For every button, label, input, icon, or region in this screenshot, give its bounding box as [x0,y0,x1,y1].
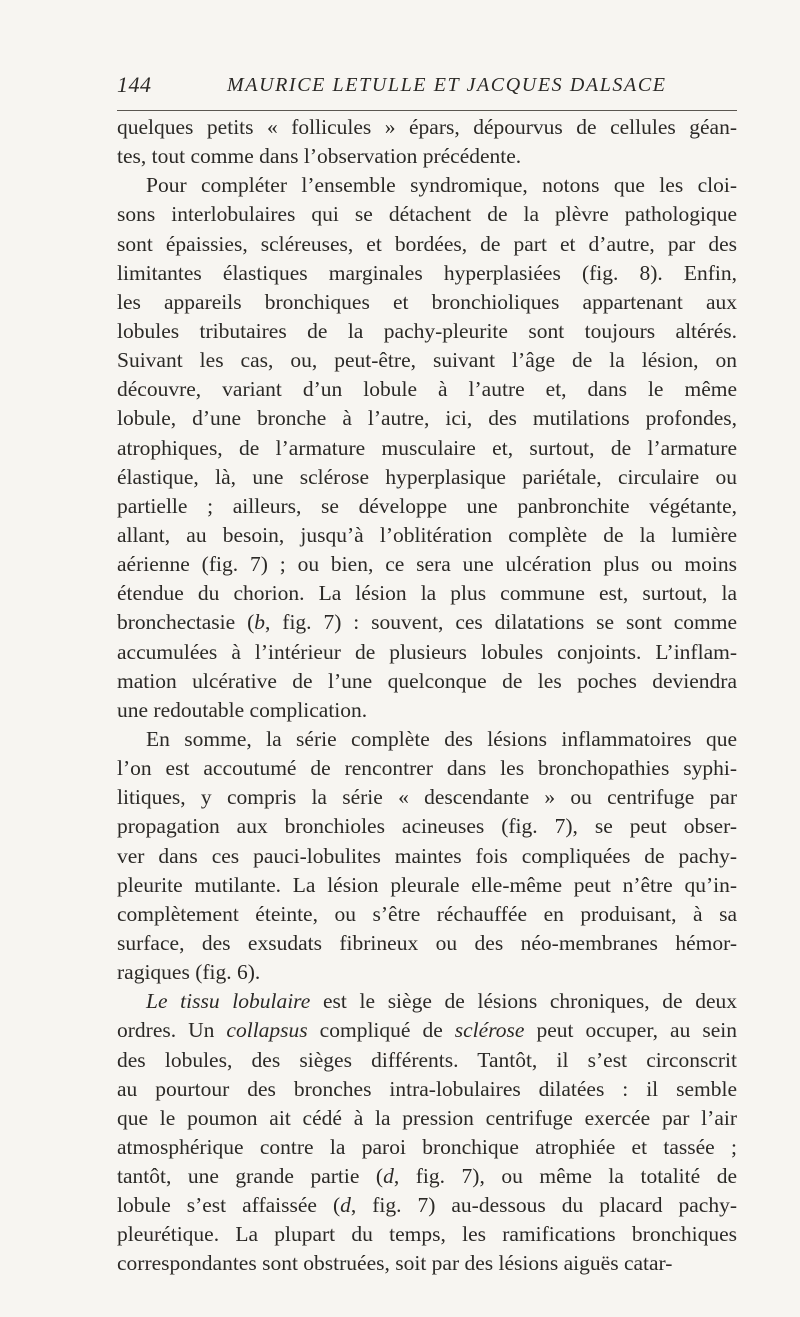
text-line [117,1133,737,1162]
text-segment: lobule s’est affaissée ( [117,1193,341,1218]
italic-text-segment: b [254,610,266,635]
text-line [117,1162,737,1191]
text-line [117,929,737,958]
text-segment: compliqué de [307,1018,455,1043]
text-line [117,492,737,521]
text-line [117,783,737,812]
text-line [117,404,737,433]
text-line [117,987,737,1016]
text-line [117,638,737,667]
text-segment: propagation aux bronchioles acineuses (fig. 7), se peut obser- [117,814,737,839]
text-segment: est le siège de lésions chroniques, de deux [310,989,737,1014]
text-segment: les appareils bronchiques et bronchioliques appartenant aux [117,289,737,314]
text-segment: tantôt, une grande partie ( [117,1164,384,1189]
text-segment: peut occuper, au sein [524,1018,737,1043]
text-line [117,346,737,375]
text-line [117,171,737,200]
text-segment: litiques, y compris la série « descendante » ou centrifuge par [117,785,737,810]
text-line [117,958,737,987]
text-line [117,579,737,608]
text-segment: l’on est accoutumé de rencontrer dans les bronchopathies syphi- [117,756,737,781]
text-line [117,1075,737,1104]
text-line [117,725,737,754]
running-title: MAURICE LETULLE ET JACQUES DALSACE [227,74,667,96]
text-line [117,812,737,841]
text-segment: lobules tributaires de la pachy-pleurite sont toujours altérés. [117,318,737,343]
text-segment: complètement éteinte, ou s’être réchauffée en produisant, à sa [117,901,737,926]
text-segment: Suivant les cas, ou, peut-être, suivant l’âge de la lésion, on [117,348,737,373]
text-line [117,1104,737,1133]
text-line [117,259,737,288]
text-line [117,1046,737,1075]
body-text [117,113,737,1279]
italic-text-segment: sclérose [454,1018,525,1043]
italic-text-segment: d [383,1164,394,1189]
text-line [117,230,737,259]
text-segment: bronchectasie ( [117,610,255,635]
text-line [117,754,737,783]
text-segment: ver dans ces pauci-lobulites maintes fois compliquées de pachy- [117,843,737,868]
text-segment: élastique, là, une sclérose hyperplasique pariétale, circulaire ou [117,464,737,489]
text-segment: mation ulcérative de l’une quelconque de les poches deviendra [117,668,737,693]
text-line [117,1249,737,1278]
italic-text-segment: Le tissu lobulaire [146,989,311,1014]
text-segment: pleurétique. La plupart du temps, les ramifications bronchiques [117,1222,737,1247]
text-segment: étendue du chorion. La lésion la plus commune est, surtout, la [117,581,737,606]
header-rule [117,110,737,111]
text-segment: atrophiques, de l’armature musculaire et, surtout, de l’armature [117,435,737,460]
text-segment: , fig. 7), ou même la totalité de [393,1164,737,1189]
text-line [117,142,737,171]
text-line [117,1016,737,1045]
text-segment: pleurite mutilante. La lésion pleurale elle-même peut n’être qu’in- [117,872,737,897]
text-segment: correspondantes sont obstruées, soit par des lésions aiguës catar- [117,1251,673,1276]
text-segment: accumulées à l’intérieur de plusieurs lobules conjoints. L’inflam- [117,639,737,664]
text-segment: lobule, d’une bronche à l’autre, ici, des mutilations profondes, [117,406,737,431]
italic-text-segment: d [340,1193,351,1218]
text-line [117,667,737,696]
text-segment: sont épaissies, scléreuses, et bordées, de part et d’autre, par des [117,231,737,256]
text-segment: partielle ; ailleurs, se développe une panbronchite végétante, [117,493,737,518]
text-line [117,200,737,229]
text-segment: ragiques (fig. 6). [117,960,261,985]
text-line [117,550,737,579]
text-segment: , fig. 7) au-dessous du placard pachy- [350,1193,737,1218]
text-segment: sons interlobulaires qui se détachent de la plèvre pathologique [117,202,737,227]
italic-text-segment: collapsus [226,1018,308,1043]
text-line [117,113,737,142]
text-segment: quelques petits « follicules » épars, dépourvus de cellules géan- [117,115,737,139]
text-segment: ordres. Un [117,1018,227,1043]
text-line [117,696,737,725]
text-segment: aérienne (fig. 7) ; ou bien, ce sera une ulcération plus ou moins [117,552,737,577]
text-segment: limitantes élastiques marginales hyperplasiées (fig. 8). Enfin, [117,260,737,285]
text-line [117,521,737,550]
text-segment: des lobules, des sièges différents. Tantôt, il s’est circonscrit [117,1047,737,1072]
text-line [117,842,737,871]
page-number: 144 [117,72,152,97]
text-line [117,871,737,900]
text-segment: tes, tout comme dans l’observation précédente. [117,144,522,169]
text-segment: atmosphérique contre la paroi bronchique atrophiée et tassée ; [117,1134,737,1159]
text-line [117,1191,737,1220]
text-line [117,1220,737,1249]
text-segment: une redoutable complication. [117,697,368,722]
text-line [117,900,737,929]
text-line [117,434,737,463]
text-segment: que le poumon ait cédé à la pression centrifuge exercée par l’air [117,1105,737,1130]
text-line [117,375,737,404]
text-line [117,317,737,346]
text-segment: au pourtour des bronches intra-lobulaires dilatées : il semble [117,1076,737,1101]
text-line [117,608,737,637]
text-segment: allant, au besoin, jusqu’à l’oblitération complète de la lumière [117,522,737,547]
text-segment: En somme, la série complète des lésions inflammatoires que [146,726,737,751]
text-line [117,288,737,317]
text-segment: découvre, variant d’un lobule à l’autre et, dans le même [117,377,737,402]
running-header [117,70,737,100]
text-line [117,463,737,492]
text-segment: surface, des exsudats fibrineux ou des néo-membranes hémor- [117,930,737,955]
text-segment: Pour compléter l’ensemble syndromique, notons que les cloi- [146,173,737,198]
text-segment: , fig. 7) : souvent, ces dilatations se sont comme [265,610,737,635]
